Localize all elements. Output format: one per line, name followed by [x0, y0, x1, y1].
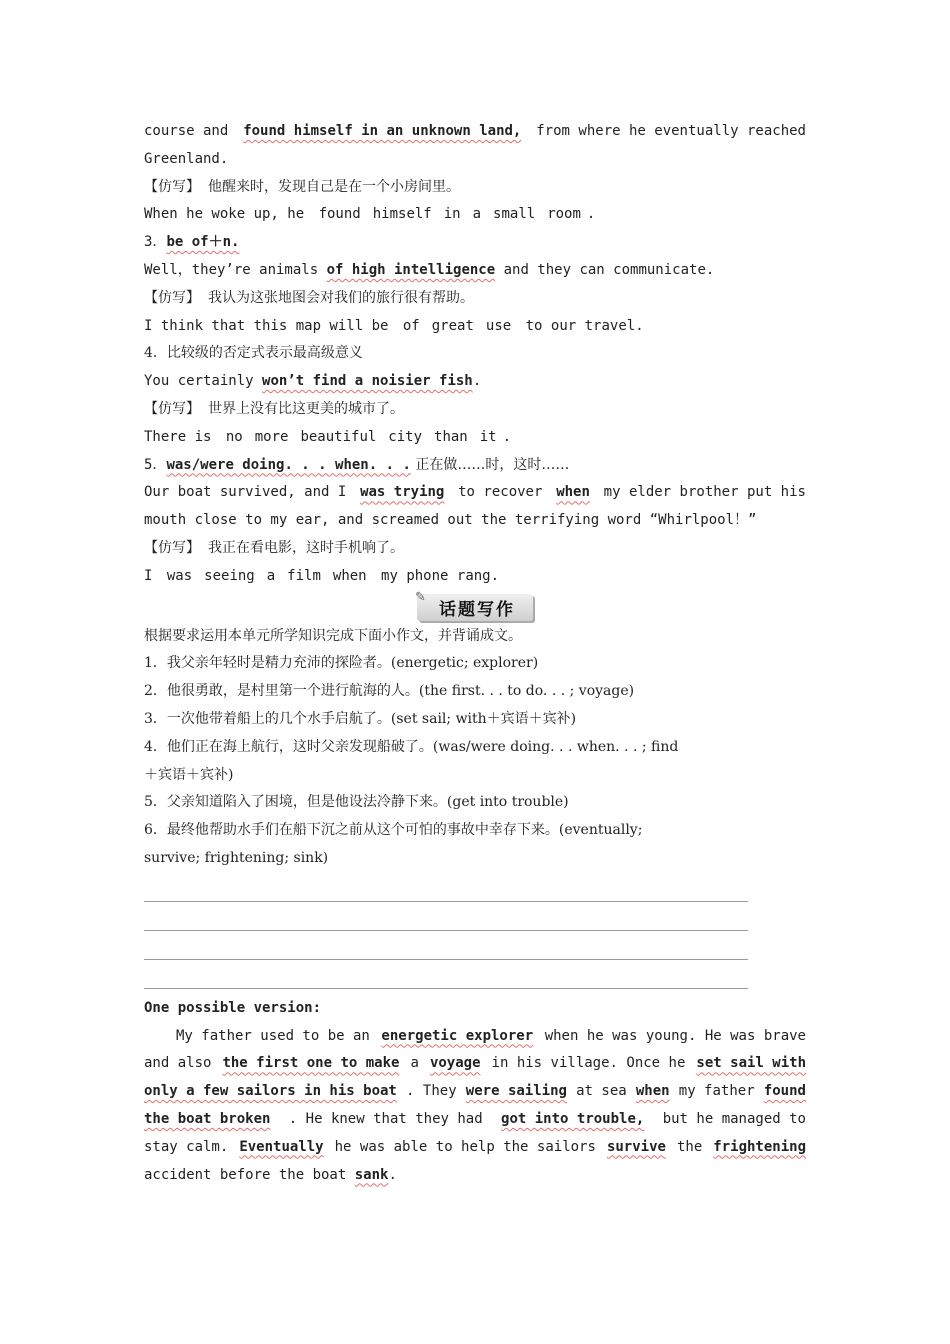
text-run: . They [406, 1083, 457, 1100]
key-phrase: won’t find a noisier fish [262, 373, 473, 390]
example-line [144, 479, 806, 507]
imitation-prompt [144, 174, 806, 202]
text-run: the [676, 1138, 703, 1155]
blank-word: than [434, 428, 468, 445]
imitation-text: 他醒来时，发现自己是在一个小房间里。 [208, 178, 460, 195]
text-run: I [144, 567, 161, 584]
example-line [144, 118, 806, 146]
answer-paragraph-line [144, 1050, 806, 1078]
key-phrase: only a few sailors in his boat [144, 1083, 397, 1100]
text-run: my father [678, 1083, 755, 1100]
key-phrase: Eventually [239, 1138, 324, 1155]
text-run: . [502, 428, 512, 445]
blank-word: seeing [204, 567, 255, 584]
blank-word: of [402, 317, 420, 334]
imitation-tag: 【仿写】 [144, 400, 200, 417]
blank-word: in [443, 206, 461, 223]
text-run: . [388, 1166, 397, 1183]
banner-title: 话题写作 [439, 600, 515, 621]
key-phrase: survive [606, 1138, 666, 1155]
text-run: my phone rang. [372, 567, 500, 584]
text-run: when he was young. He was brave [544, 1027, 806, 1044]
example-line: mouth close to my ear, and screamed out the terrifying word “Whirlpool！” [144, 512, 757, 529]
pattern-meaning: 正在做……时，这时…… [410, 456, 570, 473]
text-run: My father used to be an [176, 1027, 370, 1044]
blank-word: was [166, 567, 193, 584]
section-number: 5． [144, 456, 167, 473]
writing-item: 1．我父亲年轻时是精力充沛的探险者。(energetic; explorer) [144, 655, 539, 672]
text-run: my elder brother put his [603, 484, 806, 501]
pencil-icon: ✎ [415, 590, 428, 606]
text-run: to recover [458, 484, 543, 501]
text-run: course and [144, 123, 229, 139]
imitation-text: 世界上没有比这更美的城市了。 [208, 400, 404, 417]
blank-word: use [485, 317, 512, 334]
blank-word: city [388, 428, 423, 445]
answer-line [144, 201, 806, 229]
text-run: in his village. Once he [491, 1055, 686, 1072]
blank-word: himself [372, 206, 432, 223]
topic-writing-banner [144, 590, 806, 623]
text-run: at sea [576, 1083, 627, 1100]
key-phrase: voyage [429, 1055, 481, 1072]
grammar-pattern: be of＋n. [166, 234, 240, 251]
answer-line [144, 424, 806, 452]
blank-word: beautiful [300, 428, 377, 445]
blank-word: no [225, 428, 243, 445]
blank-word: it [479, 428, 497, 445]
answer-blanks [397, 318, 517, 334]
answer-blanks [313, 206, 587, 222]
blank-word: found [318, 206, 361, 223]
key-phrase: of high intelligence [326, 261, 496, 278]
example-line: Greenland. [144, 150, 229, 167]
key-phrase: set sail with [696, 1055, 806, 1072]
version-label: One possible version: [144, 999, 322, 1016]
example-line [144, 368, 806, 396]
answer-blanks [220, 429, 503, 445]
section-heading: 4．比较级的否定式表示最高级意义 [144, 345, 363, 362]
text-run: a [410, 1055, 419, 1072]
key-phrase: the first one to make [222, 1055, 400, 1072]
blank-word: small [493, 206, 536, 223]
writing-item: survive; frightening; sink) [144, 849, 329, 866]
text-run: and they can communicate. [495, 261, 715, 278]
writing-instruction: 根据要求运用本单元所学知识完成下面小作文，并背诵成文。 [144, 627, 522, 644]
blank-word: when [332, 567, 367, 584]
key-phrase: the boat broken [144, 1110, 271, 1127]
imitation-tag: 【仿写】 [144, 289, 200, 306]
key-phrase: were sailing [465, 1083, 567, 1100]
writing-rule-line [144, 931, 748, 960]
imitation-prompt [144, 396, 806, 424]
text-run: You certainly [144, 373, 263, 390]
answer-paragraph-line [144, 1023, 806, 1051]
imitation-text: 我正在看电影，这时手机响了。 [208, 539, 404, 556]
key-phrase: when [635, 1083, 670, 1100]
imitation-text: 我认为这张地图会对我们的旅行很有帮助。 [208, 289, 474, 306]
blank-word: film [287, 567, 321, 584]
key-phrase: frightening [713, 1138, 806, 1155]
text-run: but he managed to [662, 1110, 806, 1127]
key-phrase: found [763, 1083, 806, 1100]
section-heading [144, 452, 806, 480]
imitation-prompt [144, 285, 806, 313]
imitation-tag: 【仿写】 [144, 539, 200, 556]
text-run: from where he eventually reached [536, 123, 806, 139]
answer-paragraph-line [144, 1106, 806, 1134]
key-phrase: found himself in an unknown land, [243, 123, 522, 139]
blank-word: great [431, 317, 474, 334]
key-phrase: when [556, 484, 590, 501]
writing-item: 4．他们正在海上航行，这时父亲发现船破了。(was/were doing. . . when. . . ; find [144, 738, 679, 755]
text-run: . He knew that they had [288, 1110, 483, 1127]
writing-item: 3．一次他带着船上的几个水手启航了。(set sail; with＋宾语＋宾补) [144, 710, 577, 727]
blank-word: a [472, 206, 482, 223]
imitation-prompt [144, 535, 806, 563]
grammar-pattern: was/were doing. . . when. . . [166, 456, 411, 473]
blank-word: room [547, 206, 581, 223]
answer-paragraph-line [144, 1078, 806, 1106]
text-run: to our travel. [517, 317, 644, 334]
section-heading [144, 229, 806, 257]
text-run: . [586, 206, 596, 223]
writing-item: ＋宾语＋宾补) [144, 766, 234, 783]
text-run: accident before the boat [144, 1166, 355, 1183]
writing-item: 2．他很勇敢，是村里第一个进行航海的人。(the first. . . to do. . . ; voyage) [144, 683, 635, 700]
text-run: Our boat survived, and I [144, 484, 347, 501]
text-run: Well，they’re animals [144, 261, 327, 278]
document-page [144, 118, 806, 1189]
answer-paragraph-line [144, 1162, 806, 1190]
model-answer [144, 995, 806, 1190]
text-run: There is [144, 428, 220, 445]
writing-rule-line [144, 873, 748, 902]
writing-item: 5．父亲知道陷入了困境，但是他设法冷静下来。(get into trouble) [144, 794, 569, 811]
text-run: . [472, 373, 482, 390]
text-run: stay calm. [144, 1138, 229, 1155]
key-phrase: energetic explorer [381, 1027, 534, 1044]
section-number: 3． [144, 234, 167, 251]
text-run: and also [144, 1055, 212, 1072]
writing-rule-line [144, 960, 748, 989]
text-run: he was able to help the sailors [334, 1138, 596, 1155]
text-run: When he woke up, he [144, 206, 313, 223]
key-phrase: sank [354, 1166, 389, 1183]
banner-label [415, 590, 533, 621]
writing-item: 6．最终他帮助水手们在船下沉之前从这个可怕的事故中幸存下来。(eventually; [144, 822, 643, 839]
key-phrase: got into trouble, [501, 1110, 645, 1127]
answer-paragraph-line [144, 1134, 806, 1162]
answer-line [144, 313, 806, 341]
example-line [144, 257, 806, 285]
text-run: I think that this map will be [144, 317, 397, 334]
blank-word: more [254, 428, 289, 445]
answer-blanks [161, 568, 373, 584]
key-phrase: was trying [360, 484, 445, 501]
writing-rule-line [144, 902, 748, 931]
blank-word: a [266, 567, 276, 584]
imitation-tag: 【仿写】 [144, 178, 200, 195]
answer-line [144, 563, 806, 591]
